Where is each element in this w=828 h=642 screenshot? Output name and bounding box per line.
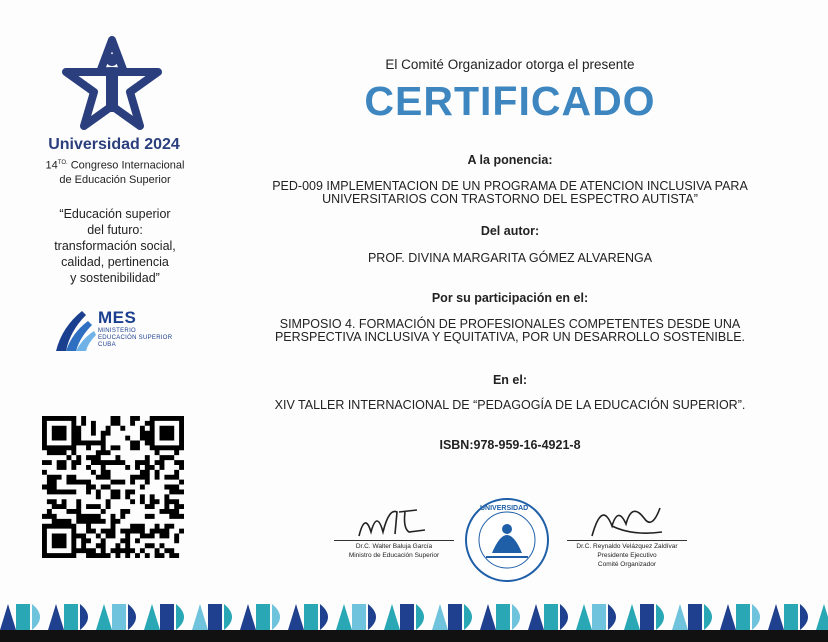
mes-line2: EDUCACIÓN SUPERIOR bbox=[98, 335, 173, 341]
seal-text: UNIVERSIDAD bbox=[480, 505, 529, 512]
border-tile bbox=[400, 604, 414, 630]
border-tile bbox=[480, 604, 496, 630]
symposium-value: SIMPOSIO 4. FORMACIÓN DE PROFESIONALES COMPETENTES DESDE UNA PERSPECTIVA INCLUSIVA Y EQUITATIVA, POR UN DESARROLLO SOSTENIBLE. bbox=[274, 317, 746, 344]
right-signature-icon bbox=[582, 496, 672, 546]
qr-modules bbox=[42, 416, 184, 558]
border-tile bbox=[16, 604, 30, 630]
left-signature-block bbox=[332, 540, 456, 560]
border-tile bbox=[800, 604, 808, 630]
border-tile bbox=[208, 604, 222, 630]
border-tile bbox=[144, 604, 160, 630]
isbn: ISBN:978-959-16-4921-8 bbox=[439, 438, 581, 452]
award-intro: El Comité Organizador otorga el presente bbox=[385, 57, 635, 72]
border-tile bbox=[512, 604, 520, 630]
certificate-title: CERTIFICADO bbox=[364, 78, 656, 124]
border-tile bbox=[464, 604, 472, 630]
border-tile bbox=[48, 604, 64, 630]
border-tile bbox=[336, 604, 352, 630]
qr-code bbox=[42, 416, 184, 558]
motto-line: calidad, pertinencia bbox=[61, 255, 169, 269]
border-tile bbox=[720, 604, 736, 630]
border-tile bbox=[320, 604, 328, 630]
border-tile bbox=[288, 604, 304, 630]
border-tile bbox=[448, 604, 462, 630]
border-tile bbox=[176, 604, 184, 630]
border-tile bbox=[656, 604, 664, 630]
participation-label: Por su participación en el: bbox=[431, 291, 589, 305]
congress-line2: de Educación Superior bbox=[59, 173, 171, 186]
border-tile bbox=[416, 604, 424, 630]
border-tile bbox=[736, 604, 750, 630]
border-tile bbox=[688, 604, 702, 630]
border-tile bbox=[112, 604, 126, 630]
border-tile bbox=[64, 604, 78, 630]
border-tile bbox=[624, 604, 640, 630]
border-tile bbox=[352, 604, 366, 630]
border-tile bbox=[816, 604, 828, 630]
congress-ordinal: TO. bbox=[57, 160, 68, 166]
mes-logo-icon bbox=[52, 307, 98, 355]
motto bbox=[30, 206, 200, 286]
motto-line: “Educación superior bbox=[59, 207, 171, 221]
border-tile bbox=[128, 604, 136, 630]
border-tile bbox=[784, 604, 798, 630]
university-title: Universidad 2024 bbox=[48, 136, 180, 153]
border-tile bbox=[240, 604, 256, 630]
border-tile bbox=[160, 604, 174, 630]
mes-text bbox=[98, 308, 172, 349]
congress-number: 14 bbox=[45, 159, 58, 172]
border-tile bbox=[384, 604, 400, 630]
left-signer-role: Ministro de Educación Superior bbox=[348, 552, 440, 559]
border-tile bbox=[496, 604, 510, 630]
workshop-value: XIV TALLER INTERNACIONAL DE “PEDAGOGÍA DE LA EDUCACIÓN SUPERIOR”. bbox=[274, 398, 746, 412]
border-tile bbox=[768, 604, 784, 630]
university-star-logo bbox=[62, 36, 162, 132]
border-tile bbox=[224, 604, 232, 630]
decorative-bottom-border bbox=[0, 604, 828, 630]
right-signer-role1: Presidente Ejecutivo bbox=[597, 552, 657, 559]
border-tile bbox=[640, 604, 654, 630]
border-tile bbox=[272, 604, 280, 630]
congress-line1: Congreso Internacional bbox=[67, 159, 185, 172]
border-tile bbox=[544, 604, 558, 630]
motto-line: del futuro: bbox=[87, 223, 143, 237]
border-tile bbox=[704, 604, 712, 630]
mes-line3: CUBA bbox=[98, 342, 116, 348]
border-tile bbox=[96, 604, 112, 630]
border-tile bbox=[560, 604, 568, 630]
border-tile bbox=[304, 604, 318, 630]
right-signer-role2: Comité Organizador bbox=[597, 561, 657, 568]
ponencia-label: A la ponencia: bbox=[467, 153, 553, 167]
left-signature-icon bbox=[355, 502, 435, 542]
congress-text bbox=[30, 156, 200, 187]
border-tile bbox=[528, 604, 544, 630]
border-tile bbox=[608, 604, 616, 630]
mes-acronym: MES bbox=[98, 308, 137, 327]
motto-line: y sostenibilidad” bbox=[70, 271, 160, 285]
autor-label: Del autor: bbox=[480, 224, 540, 238]
border-tile bbox=[192, 604, 208, 630]
sidebar bbox=[0, 0, 222, 600]
left-signer-name: Dr.C. Walter Baluja García bbox=[355, 543, 433, 550]
border-tile bbox=[32, 604, 40, 630]
mes-line1: MINISTERIO bbox=[98, 328, 137, 334]
right-signer-name: Dr.C. Reynaldo Velázquez Zaldívar bbox=[576, 543, 678, 550]
autor-value: PROF. DIVINA MARGARITA GÓMEZ ALVARENGA bbox=[367, 251, 653, 265]
border-tile bbox=[432, 604, 448, 630]
border-tile bbox=[0, 604, 16, 630]
border-tile bbox=[368, 604, 376, 630]
border-tile bbox=[752, 604, 760, 630]
event-label: En el: bbox=[492, 373, 528, 387]
border-tile bbox=[576, 604, 592, 630]
border-tile bbox=[256, 604, 270, 630]
ponencia-value: PED-009 IMPLEMENTACION DE UN PROGRAMA DE ATENCION INCLUSIVA PARA UNIVERSITARIOS CON TRASTORNO DEL ESPECTRO AUTISTA” bbox=[272, 179, 748, 206]
motto-line: transformación social, bbox=[54, 239, 176, 253]
border-tile bbox=[672, 604, 688, 630]
right-signature-block bbox=[552, 540, 702, 569]
border-tile bbox=[80, 604, 88, 630]
border-tile bbox=[592, 604, 606, 630]
